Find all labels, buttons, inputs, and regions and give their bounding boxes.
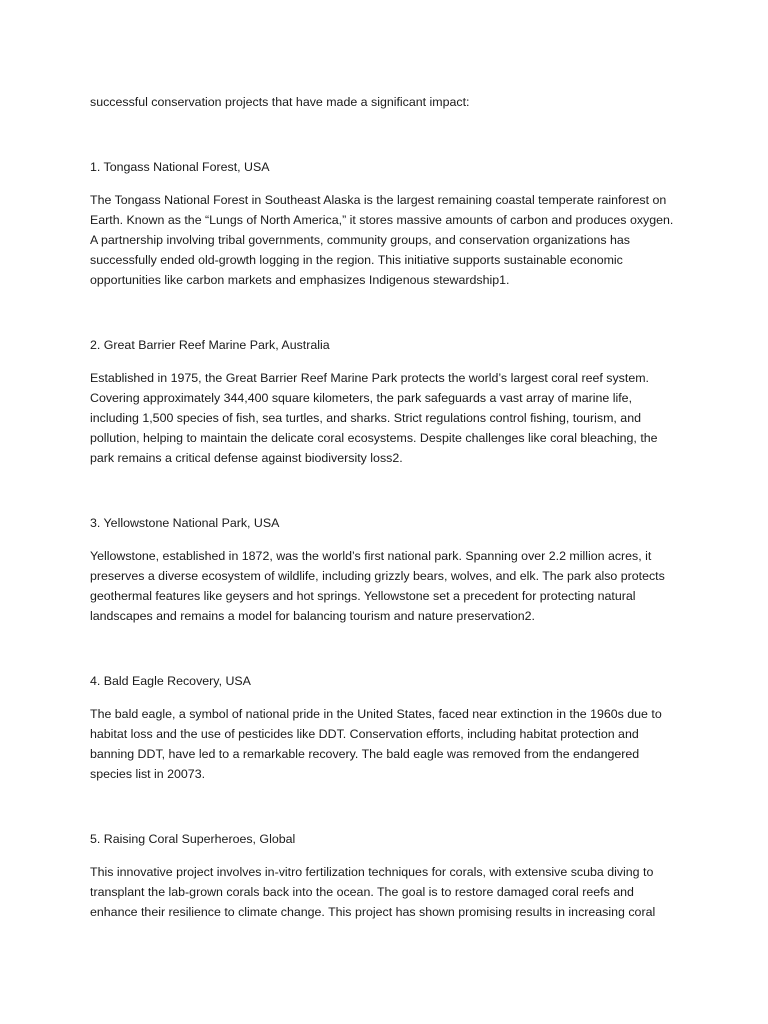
section-paragraph: Established in 1975, the Great Barrier Reef Marine Park protects the world’s largest coral reef system. Covering approximately 344,400 square kilometers, the park safeguards a vast array of marine life, including 1,500 species of fish, sea turtles, and sharks. Strict regulations control fishing, tourism, and pollution, helping to maintain the delicate coral ecosystems. Despite challenges like coral bleaching, the park remains a critical defense against biodiversity loss2. <box>90 371 658 465</box>
section-paragraph: The Tongass National Forest in Southeast Alaska is the largest remaining coastal temperate rainforest on Earth. Known as the “Lungs of North America,” it stores massive amounts of carbon and produces oxygen. A partnership involving tribal governments, community groups, and conservation organizations has successfully ended old-growth logging in the region. This initiative supports sustainable economic opportunities like carbon markets and emphasizes Indigenous stewardship1. <box>90 193 674 287</box>
section-great-barrier-reef <box>90 335 682 468</box>
section-yellowstone <box>90 513 682 626</box>
section-coral-superheroes <box>90 829 682 922</box>
section-bald-eagle <box>90 671 682 784</box>
section-tongass <box>90 157 682 290</box>
section-paragraph: This innovative project involves in-vitro fertilization techniques for corals, with extensive scuba diving to transplant the lab-grown corals back into the ocean. The goal is to restore damaged coral reefs and enhance their resilience to climate change. This project has shown promising results in increasing coral <box>90 865 656 919</box>
section-heading: 1. Tongass National Forest, USA <box>90 160 270 174</box>
intro-text: successful conservation projects that have made a significant impact: <box>90 95 470 109</box>
section-heading: 4. Bald Eagle Recovery, USA <box>90 674 251 688</box>
section-paragraph: The bald eagle, a symbol of national pride in the United States, faced near extinction in the 1960s due to habitat loss and the use of pesticides like DDT. Conservation efforts, including habitat protection and banning DDT, have led to a remarkable recovery. The bald eagle was removed from the endangered species list in 20073. <box>90 707 662 781</box>
section-heading: 3. Yellowstone National Park, USA <box>90 516 280 530</box>
section-heading: 5. Raising Coral Superheroes, Global <box>90 832 296 846</box>
section-heading: 2. Great Barrier Reef Marine Park, Australia <box>90 338 330 352</box>
section-paragraph: Yellowstone, established in 1872, was the world’s first national park. Spanning over 2.2 million acres, it preserves a diverse ecosystem of wildlife, including grizzly bears, wolves, and elk. The park also protects geothermal features like geysers and hot springs. Yellowstone set a precedent for protecting natural landscapes and remains a model for balancing tourism and nature preservation2. <box>90 549 665 623</box>
document-body <box>90 92 682 922</box>
